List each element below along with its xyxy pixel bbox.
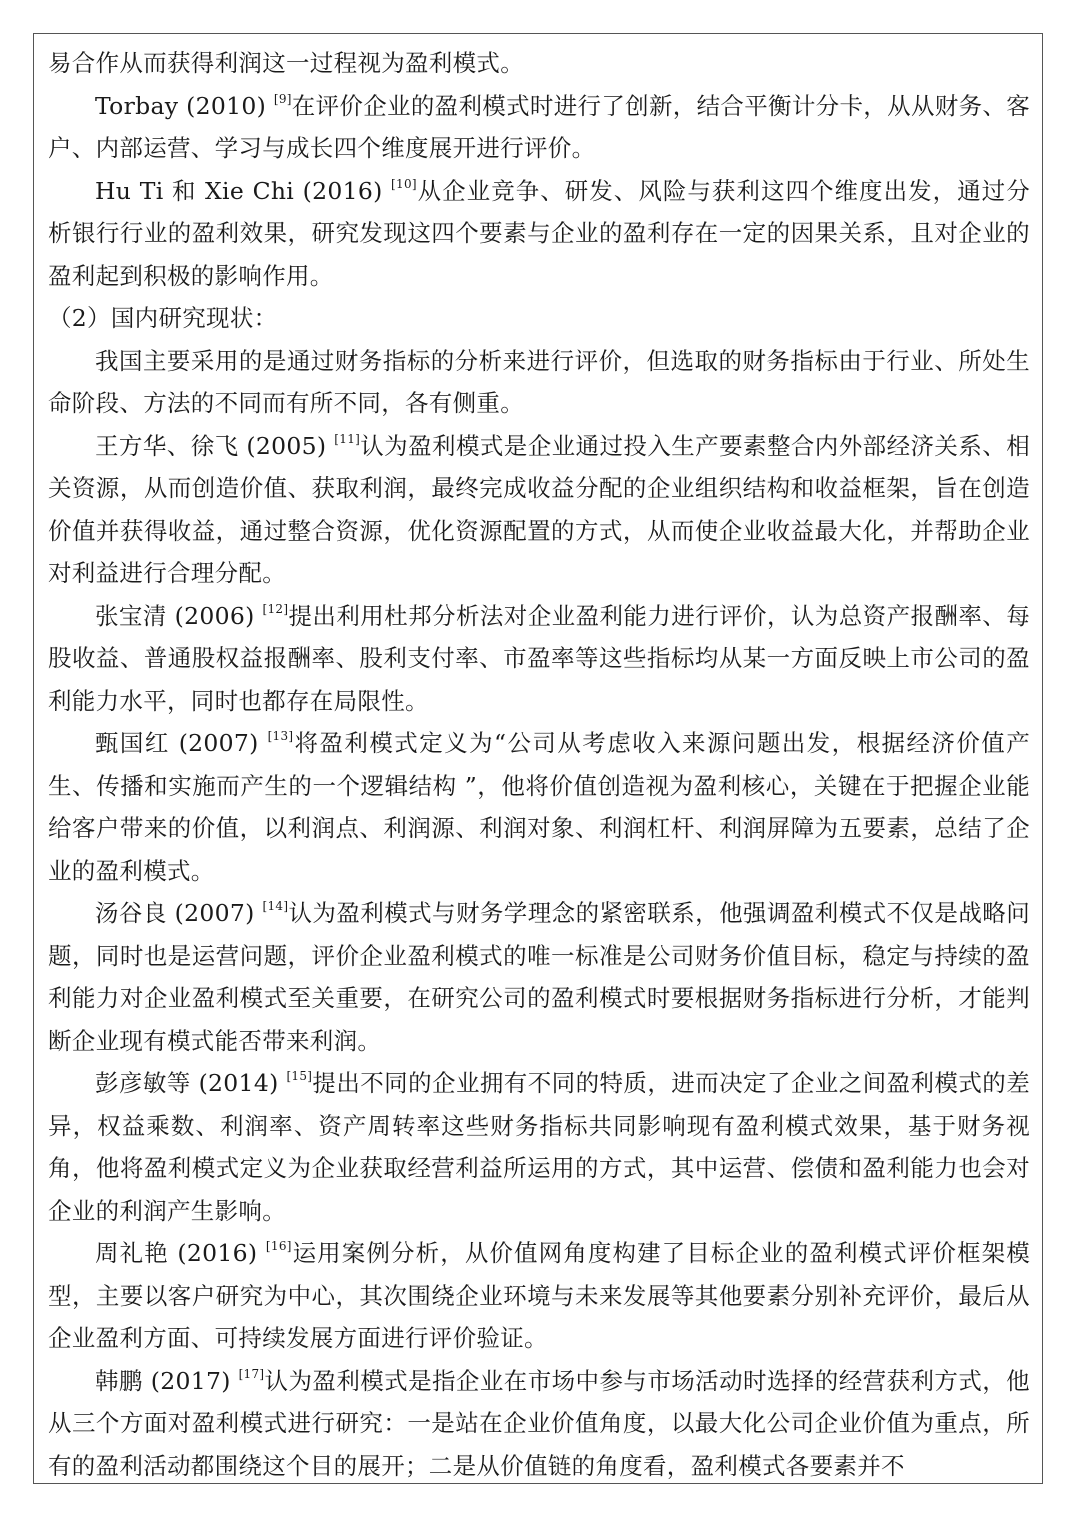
paragraph-text: 认为盈利模式是企业通过投入生产要素整合内外部经济关系、相关资源，从而创造价值、获取利润，最终完成收益分配的企业组织结构和收益框架，旨在创造价值并获得收益，通过整合资源，优化资源配置的方式，从而使企业收益最大化，并帮助企业对利益进行合理分配。	[48, 431, 1030, 587]
paragraph-text: 从企业竞争、研发、风险与获利这四个维度出发，通过分析银行行业的盈利效果，研究发现这四个要素与企业的盈利存在一定的因果关系，且对企业的盈利起到积极的影响作用。	[48, 176, 1031, 290]
paragraph-text: 易合作从而获得利润这一过程视为盈利模式。	[48, 49, 524, 77]
citation-ref: [14]	[262, 899, 289, 913]
paragraph	[48, 297, 1030, 340]
paragraph-text: 将盈利模式定义为“公司从考虑收入来源问题出发，根据经济价值产生、传播和实施而产生的一个逻辑结构 ”，他将价值创造视为盈利核心，关键在于把握企业能给客户带来的价值，以利润点、利润源、利润对象、利润杠杆、利润屏障为五要素，总结了企业的盈利模式。	[48, 729, 1030, 885]
paragraph-text: 运用案例分析，从价值网角度构建了目标企业的盈利模式评价框架模型，主要以客户研究为中心，其次围绕企业环境与未来发展等其他要素分别补充评价，最后从企业盈利方面、可持续发展方面进行评价验证。	[48, 1239, 1030, 1352]
paragraph-text: Hu Ti 和 Xie Chi (2016)	[95, 176, 392, 205]
document-body	[48, 42, 1030, 1484]
paragraph-text: 认为盈利模式是指企业在市场中参与市场活动时选择的经营获利方式，他从三个方面对盈利模式进行研究：一是站在企业价值角度，以最大化公司企业价值为重点，所有的盈利活动都围绕这个目的展开；二是从价值链的角度看，盈利模式各要素并不	[48, 1366, 1030, 1480]
citation-ref: [10]	[391, 176, 417, 191]
paragraph-text: 彭彦敏等 (2014)	[95, 1069, 287, 1097]
paragraph-text: 周礼艳 (2016)	[95, 1239, 266, 1267]
paragraph-text: 汤谷良 (2007)	[95, 899, 263, 927]
paragraph	[48, 425, 1030, 595]
paragraph-text: 王方华、徐飞 (2005)	[95, 431, 335, 460]
page-frame	[33, 33, 1043, 1484]
citation-ref: [13]	[267, 729, 294, 743]
paragraph	[48, 892, 1030, 1062]
paragraph	[48, 1360, 1030, 1485]
paragraph	[48, 595, 1030, 723]
paragraph-text: 提出利用杜邦分析法对企业盈利能力进行评价，认为总资产报酬率、每股收益、普通股权益报酬率、股利支付率、市盈率等这些指标均从某一方面反映上市公司的盈利能力水平，同时也都存在局限性。	[48, 601, 1030, 715]
paragraph	[48, 85, 1030, 170]
paragraph-text: （2）国内研究现状：	[48, 304, 278, 332]
paragraph	[48, 722, 1030, 892]
paragraph-text: 甄国红 (2007)	[95, 729, 268, 757]
citation-ref: [16]	[265, 1239, 292, 1253]
paragraph-text: 在评价企业的盈利模式时进行了创新，结合平衡计分卡，从从财务、客户、内部运营、学习与成长四个维度展开进行评价。	[48, 91, 1030, 162]
paragraph	[48, 1062, 1030, 1232]
paragraph-text: 韩鹏 (2017)	[95, 1366, 239, 1395]
paragraph	[48, 340, 1030, 425]
paragraph-text: Torbay (2010)	[95, 91, 274, 120]
paragraph-text: 张宝清 (2006)	[95, 601, 263, 630]
citation-ref: [15]	[286, 1069, 313, 1083]
paragraph-text: 提出不同的企业拥有不同的特质，进而决定了企业之间盈利模式的差异，权益乘数、利润率、资产周转率这些财务指标共同影响现有盈利模式效果，基于财务视角，他将盈利模式定义为企业获取经营利益所运用的方式，其中运营、偿债和盈利能力也会对企业的利润产生影响。	[48, 1069, 1031, 1225]
paragraph-text: 我国主要采用的是通过财务指标的分析来进行评价，但选取的财务指标由于行业、所处生命阶段、方法的不同而有所不同，各有侧重。	[48, 346, 1030, 417]
citation-ref: [11]	[334, 431, 361, 446]
citation-ref: [9]	[273, 91, 292, 106]
citation-ref: [17]	[238, 1366, 265, 1381]
paragraph	[48, 42, 1030, 85]
paragraph-text: 认为盈利模式与财务学理念的紧密联系，他强调盈利模式不仅是战略问题，同时也是运营问题，评价企业盈利模式的唯一标准是公司财务价值目标，稳定与持续的盈利能力对企业盈利模式至关重要，在研究公司的盈利模式时要根据财务指标进行分析，才能判断企业现有模式能否带来利润。	[48, 899, 1030, 1055]
citation-ref: [12]	[262, 601, 289, 616]
paragraph	[48, 170, 1030, 298]
paragraph	[48, 1232, 1030, 1360]
